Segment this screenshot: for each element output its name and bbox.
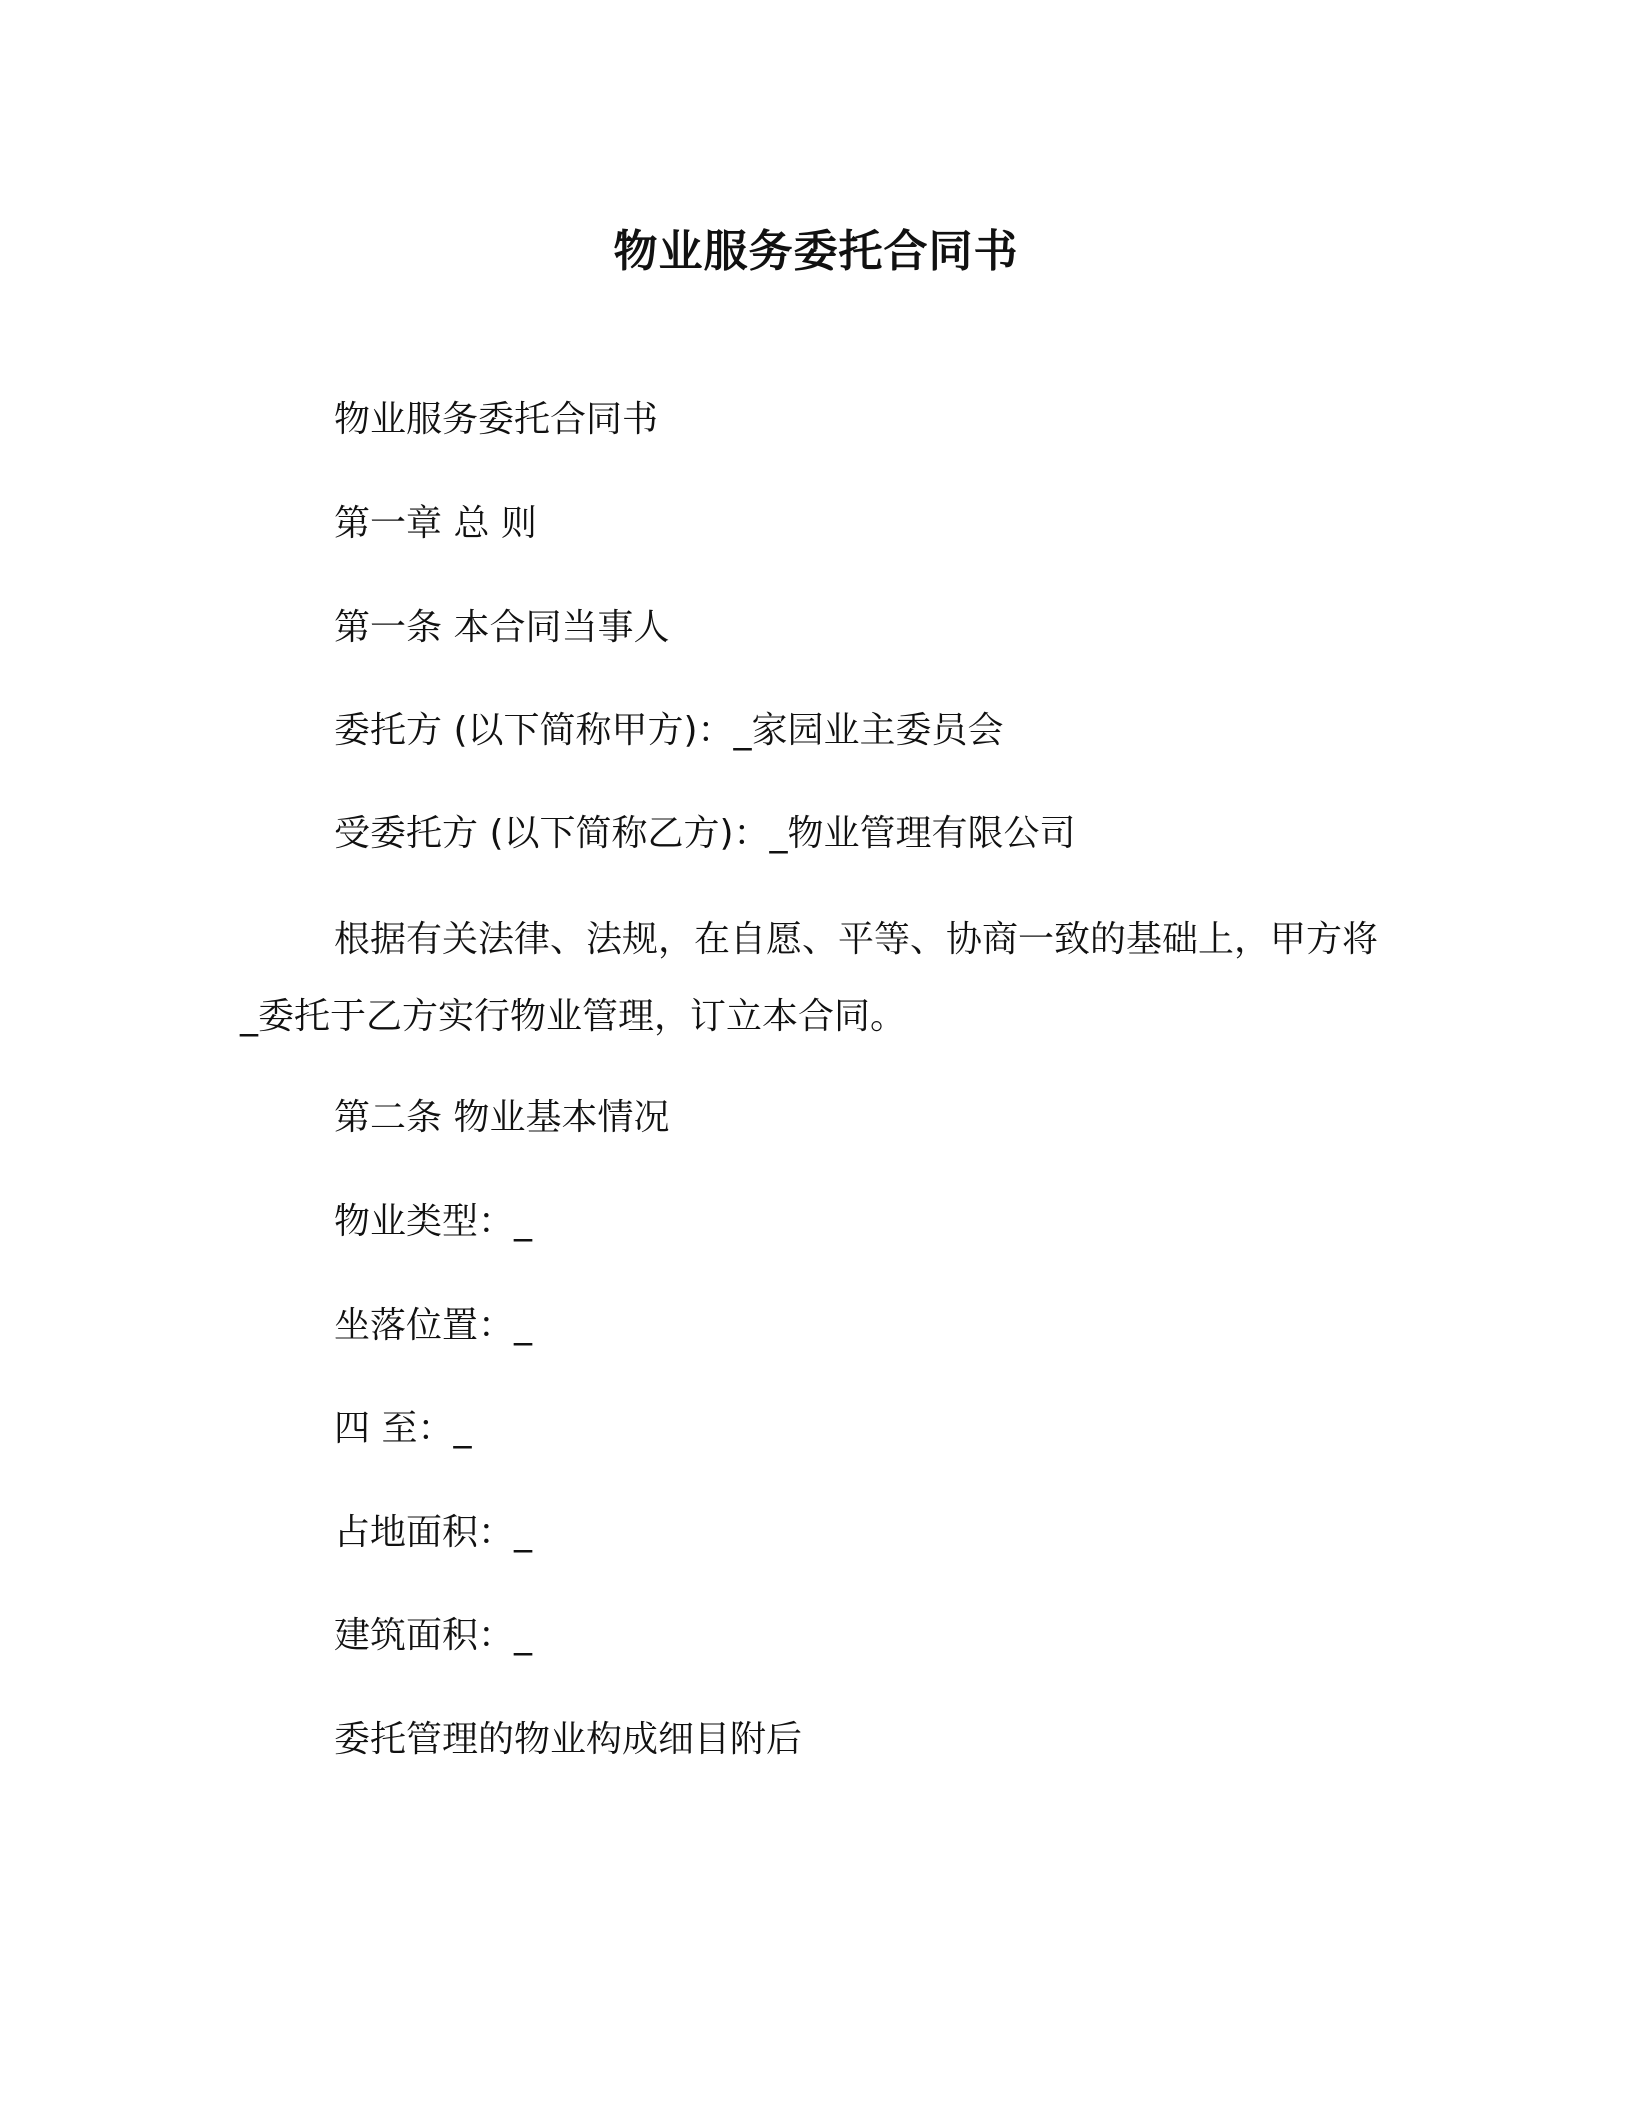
building-area-line: 建筑面积：_: [334, 1615, 533, 1656]
property-details-line: 委托管理的物业构成细目附后: [334, 1719, 803, 1760]
boundaries-line: 四 至：_: [334, 1408, 472, 1449]
subtitle-line: 物业服务委托合同书: [334, 399, 659, 440]
party-b-line: 受委托方 (以下简称乙方)：_物业管理有限公司: [334, 813, 1076, 854]
chapter-heading: 第一章 总 则: [334, 503, 537, 544]
location-line: 坐落位置：_: [334, 1305, 533, 1346]
agreement-paragraph: 根据有关法律、法规，在自愿、平等、协商一致的基础上，甲方将_委托于乙方实行物业管理，订立本合同。: [240, 919, 1379, 1037]
property-type-line: 物业类型：_: [334, 1201, 533, 1242]
party-a-line: 委托方 (以下简称甲方)：_家园业主委员会: [334, 710, 1004, 751]
document-title: 物业服务委托合同书: [613, 226, 1019, 277]
article-heading-2: 第二条 物业基本情况: [334, 1097, 670, 1138]
land-area-line: 占地面积：_: [334, 1512, 533, 1553]
article-heading-1: 第一条 本合同当事人: [334, 607, 670, 648]
